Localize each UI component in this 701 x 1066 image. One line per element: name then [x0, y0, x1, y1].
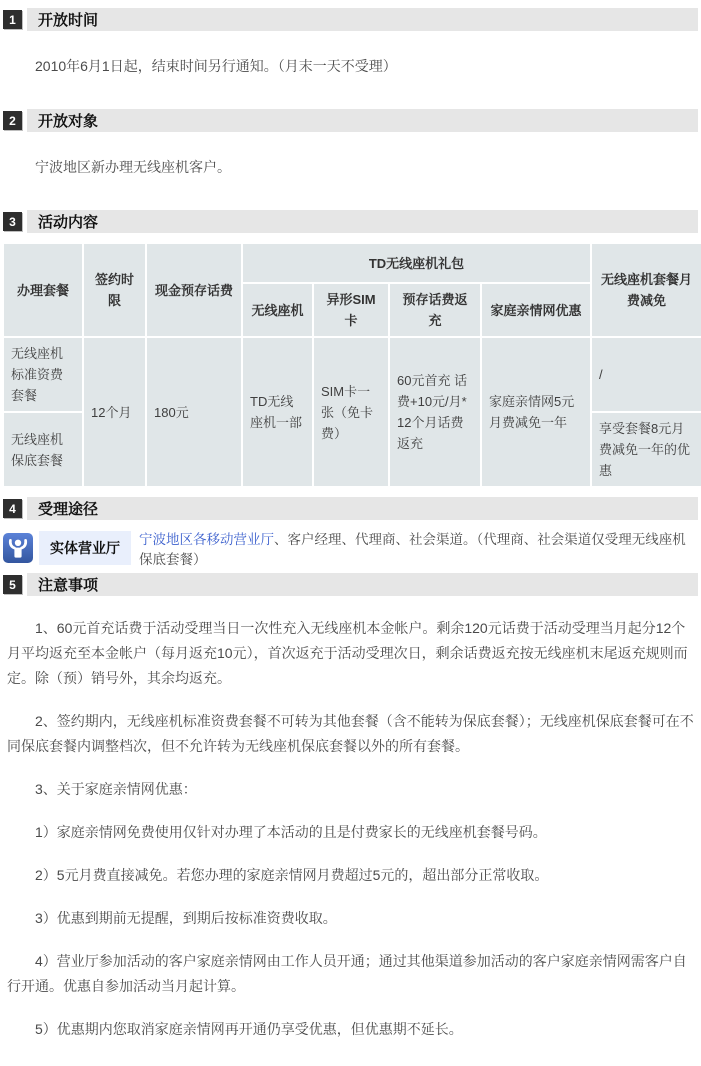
section-2-title-bar	[27, 109, 698, 132]
note-item: 3）优惠到期前无提醒，到期后按标准资费收取。	[35, 910, 337, 926]
section-1-number: 1	[3, 10, 22, 29]
section-3-title: 活动内容	[38, 214, 99, 231]
channel-description	[139, 528, 698, 568]
channel-label: 实体营业厅	[39, 531, 131, 565]
service-hall-link[interactable]: 宁波地区各移动营业厅	[139, 532, 274, 547]
service-hall-icon	[3, 533, 33, 563]
section-5-header	[3, 573, 698, 596]
notes-list	[2, 616, 699, 1042]
col-header-plan: 办理套餐	[4, 244, 82, 336]
section-5-title-bar	[27, 573, 698, 596]
section-2-title: 开放对象	[38, 113, 99, 130]
note-item: 1）家庭亲情网免费使用仅针对办理了本活动的且是付费家长的无线座机套餐号码。	[35, 824, 547, 840]
section-3-title-bar	[27, 210, 698, 233]
table-header-row-1	[4, 244, 701, 282]
section-1-title-bar	[27, 8, 698, 31]
section-4-header	[3, 497, 698, 520]
section-1-title: 开放时间	[38, 12, 99, 29]
cell-plan-guarantee: 无线座机保底套餐	[4, 413, 82, 486]
col-header-gift-group: TD无线座机礼包	[243, 244, 590, 282]
note-item: 5）优惠期内您取消家庭亲情网再开通仍享受优惠，但优惠期不延长。	[35, 1021, 463, 1037]
cell-fee-waiver-guarantee: 享受套餐8元月费减免一年的优惠	[592, 413, 701, 486]
cell-fee-waiver-standard: /	[592, 338, 701, 411]
open-time-text: 2010年6月1日起，结束时间另行通知。（月末一天不受理）	[35, 58, 397, 74]
section-4-title: 受理途径	[38, 501, 99, 518]
section-2-header	[3, 109, 698, 132]
note-item: 2）5元月费直接减免。若您办理的家庭亲情网月费超过5元的，超出部分正常收取。	[35, 867, 549, 883]
col-header-fee-waiver: 无线座机套餐月费减免	[592, 244, 701, 336]
col-header-family: 家庭亲情网优惠	[482, 284, 590, 336]
note-item: 2、签约期内，无线座机标准资费套餐不可转为其他套餐（含不能转为保底套餐）；无线座机保底套餐可在不同保底套餐内调整档次，但不允许转为无线座机保底套餐以外的所有套餐。	[7, 713, 694, 754]
promo-plan-table	[2, 242, 701, 488]
section-5-title: 注意事项	[38, 577, 99, 594]
channel-rest-text: 、客户经理、代理商、社会渠道。（代理商、社会渠道仅受理无线座机保底套餐）	[139, 532, 686, 567]
col-header-deposit: 现金预存话费	[147, 244, 241, 336]
col-header-term: 签约时限	[84, 244, 145, 336]
cell-device: TD无线座机一部	[243, 338, 312, 486]
channel-row	[3, 530, 698, 566]
table-row-standard-plan	[4, 338, 701, 411]
cell-refund: 60元首充 话费+10元/月*12个月话费返充	[390, 338, 480, 486]
cell-term: 12个月	[84, 338, 145, 486]
col-header-sim: 异形SIM卡	[314, 284, 388, 336]
section-2-number: 2	[3, 111, 22, 130]
col-header-device: 无线座机	[243, 284, 312, 336]
section-4-number: 4	[3, 499, 22, 518]
section-1-header	[3, 8, 698, 31]
section-4-title-bar	[27, 497, 698, 520]
col-header-refund: 预存话费返充	[390, 284, 480, 336]
cell-sim: SIM卡一张（免卡费）	[314, 338, 388, 486]
section-5-number: 5	[3, 575, 22, 594]
section-3-number: 3	[3, 212, 22, 231]
note-item: 3、关于家庭亲情网优惠：	[35, 781, 197, 797]
note-item: 4）营业厅参加活动的客户家庭亲情网由工作人员开通；通过其他渠道参加活动的客户家庭亲情网需客户自行开通。优惠自参加活动当月起计算。	[7, 953, 687, 994]
cell-deposit: 180元	[147, 338, 241, 486]
cell-plan-standard: 无线座机标准资费套餐	[4, 338, 82, 411]
section-3-header	[3, 210, 698, 233]
open-target-text: 宁波地区新办理无线座机客户。	[35, 159, 231, 175]
cell-family: 家庭亲情网5元月费减免一年	[482, 338, 590, 486]
note-item: 1、60元首充话费于活动受理当日一次性充入无线座机本金帐户。剩余120元话费于活动受理当月起分12个月平均返充至本金帐户（每月返充10元），首次返充于活动受理次日，剩余话费返充按无线座机末尾返充规则而定。除（预）销号外，其余均返充。	[7, 620, 688, 686]
